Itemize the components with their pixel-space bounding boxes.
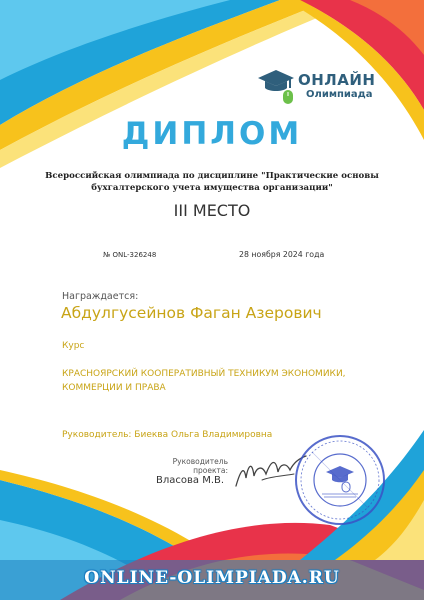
logo-title: ОНЛАЙН	[298, 71, 376, 89]
logo	[256, 68, 396, 108]
official-stamp	[292, 432, 388, 528]
place-award: III МЕСТО	[173, 201, 251, 220]
supervisor: Руководитель: Биеква Ольга Владимировна	[62, 430, 273, 440]
organization-line1: КРАСНОЯРСКИЙ КООПЕРАТИВНЫЙ ТЕХНИКУМ ЭКОНОМИКИ,	[62, 369, 346, 379]
graduation-cap-mouse-icon	[256, 68, 296, 106]
olympiad-description	[40, 170, 384, 194]
logo-subtitle: Олимпиада	[306, 89, 373, 100]
awarded-label: Награждается:	[62, 291, 139, 302]
project-manager-label-line2: проекта:	[193, 466, 228, 475]
olympiad-description-line2: бухгалтерского учета имущества организации"	[91, 183, 333, 193]
project-manager-name: Власова М.В.	[156, 475, 225, 486]
course-label: Курс	[62, 341, 85, 351]
organization-name	[62, 367, 382, 395]
olympiad-description-line1: Всероссийская олимпиада по дисциплине "Практические основы	[45, 171, 379, 181]
diploma-number: № ONL-326248	[103, 251, 157, 259]
recipient-name: Абдулгусейнов Фаган Азерович	[61, 304, 322, 322]
organization-line2: КОММЕРЦИИ И ПРАВА	[62, 383, 166, 393]
footer-url[interactable]: ONLINE-OLIMPIADA.RU	[84, 568, 340, 588]
diploma-title: ДИПЛОМ	[121, 116, 303, 152]
project-manager-label-line1: Руководитель	[172, 457, 228, 466]
diploma-date: 28 ноября 2024 года	[239, 250, 325, 259]
